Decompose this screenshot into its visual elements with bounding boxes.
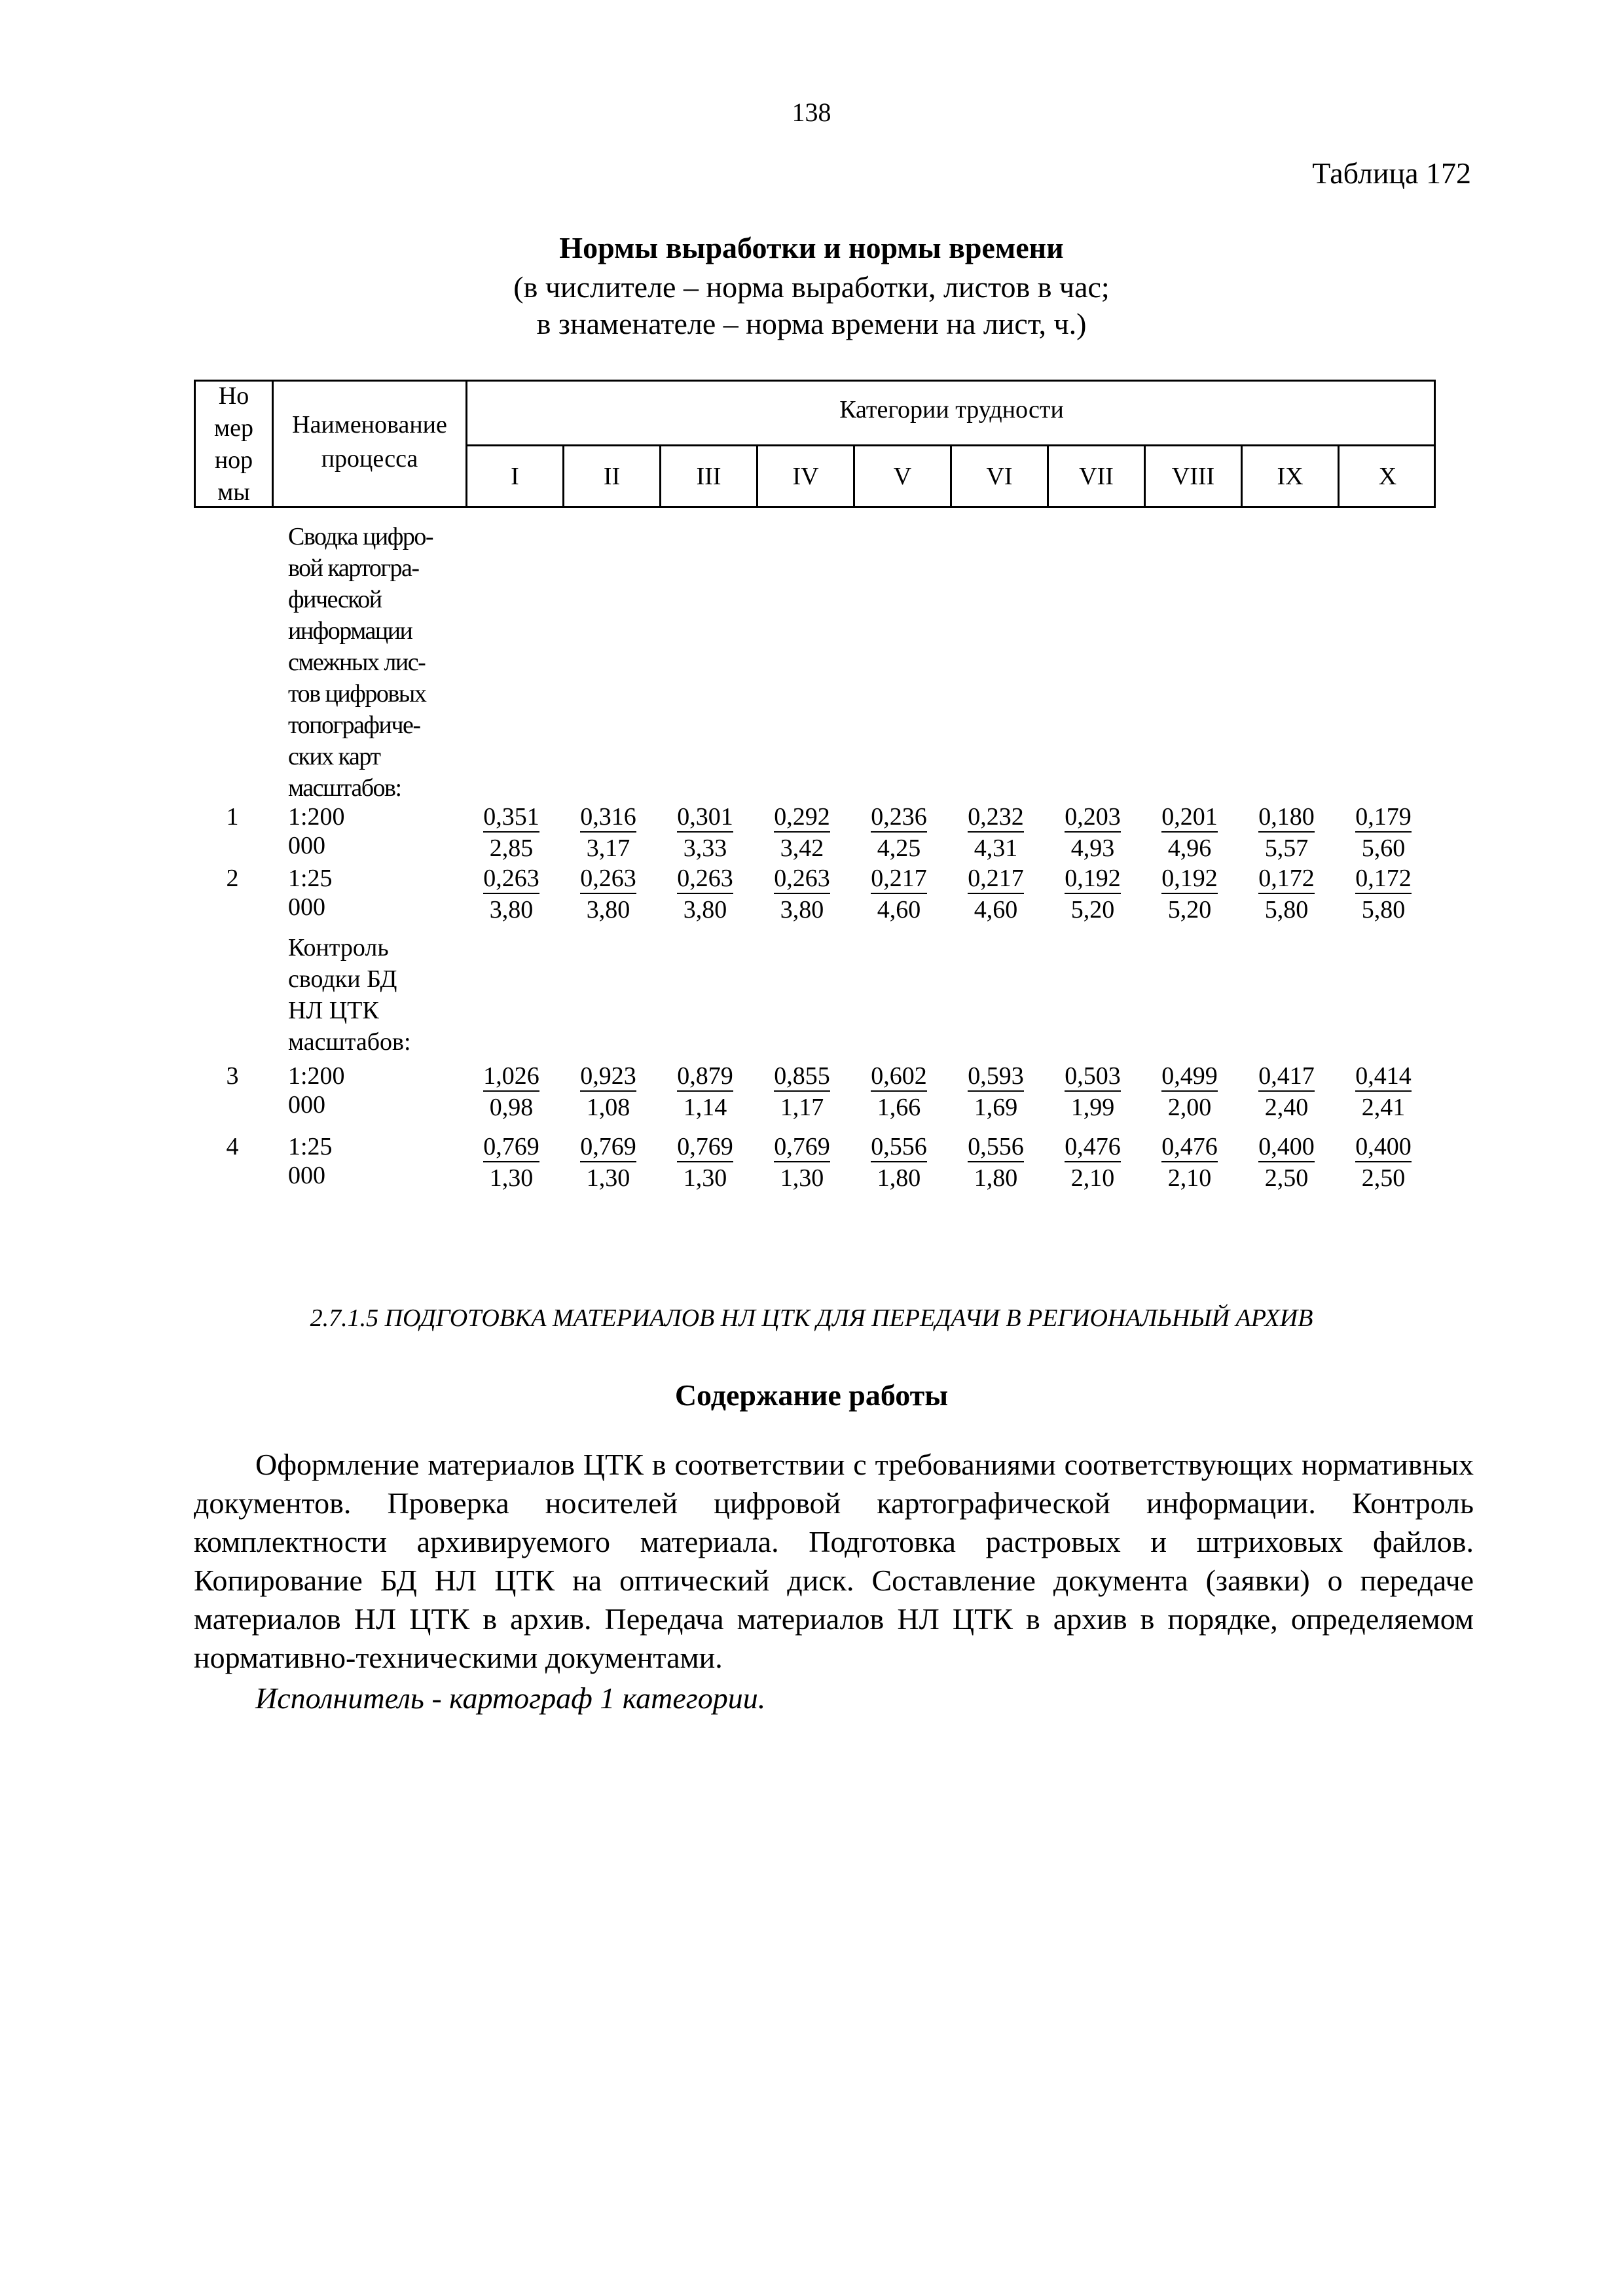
header-number-line: нор xyxy=(214,446,253,474)
output-norm: 0,476 xyxy=(1161,1132,1218,1162)
output-norm: 0,769 xyxy=(580,1132,636,1162)
header-name-line: процесса xyxy=(321,445,418,473)
output-norm: 0,316 xyxy=(580,802,636,833)
output-norm: 0,172 xyxy=(1258,864,1315,894)
output-norm: 0,503 xyxy=(1065,1062,1121,1092)
time-norm: 5,57 xyxy=(1264,834,1309,862)
norm-value-cell xyxy=(1244,863,1329,925)
group-title-line: масштабов: xyxy=(288,774,401,802)
group-title-line: топографиче- xyxy=(288,711,420,739)
row-number: 4 xyxy=(226,1133,239,1160)
group-title-line: масштабов: xyxy=(288,1028,411,1056)
category-header: IX xyxy=(1277,463,1304,490)
time-norm: 5,20 xyxy=(1070,896,1115,924)
norm-value-cell xyxy=(469,863,554,925)
time-norm: 1,30 xyxy=(586,1164,630,1192)
norm-value-cell xyxy=(1341,1060,1426,1123)
output-norm: 0,855 xyxy=(774,1062,830,1092)
output-norm: 0,263 xyxy=(580,864,636,894)
output-norm: 0,263 xyxy=(774,864,830,894)
norm-value-cell xyxy=(663,1060,748,1123)
output-norm: 0,400 xyxy=(1355,1132,1412,1162)
output-norm: 1,026 xyxy=(483,1062,539,1092)
norm-value-cell xyxy=(759,1131,845,1194)
norm-value-cell xyxy=(469,801,554,864)
time-norm: 5,80 xyxy=(1361,896,1406,924)
category-header: V xyxy=(893,463,912,490)
time-norm: 4,60 xyxy=(877,896,921,924)
output-norm: 0,769 xyxy=(677,1132,733,1162)
output-norm: 0,192 xyxy=(1065,864,1121,894)
output-norm: 0,414 xyxy=(1355,1062,1412,1092)
norm-value-cell xyxy=(953,863,1038,925)
category-header: X xyxy=(1378,463,1397,490)
group-title-line: Контроль xyxy=(288,934,389,961)
output-norm: 0,179 xyxy=(1355,802,1412,833)
executor-note: Исполнитель - картограф 1 категории. xyxy=(255,1681,766,1715)
row-number: 3 xyxy=(226,1062,239,1090)
norm-value-cell xyxy=(566,801,651,864)
time-norm: 2,50 xyxy=(1361,1164,1406,1192)
output-norm: 0,417 xyxy=(1258,1062,1315,1092)
table-subtitle-line1: (в числителе – норма выработки, листов в час; xyxy=(513,270,1110,304)
output-norm: 0,301 xyxy=(677,802,733,833)
time-norm: 2,10 xyxy=(1070,1164,1115,1192)
norm-value-cell xyxy=(1244,801,1329,864)
output-norm: 0,192 xyxy=(1161,864,1218,894)
header-name-line: Наименование xyxy=(292,411,447,439)
row-number: 1 xyxy=(226,803,239,831)
time-norm: 1,14 xyxy=(683,1094,727,1121)
norm-value-cell xyxy=(1244,1060,1329,1123)
time-norm: 1,30 xyxy=(489,1164,534,1192)
output-norm: 0,593 xyxy=(968,1062,1024,1092)
time-norm: 0,98 xyxy=(489,1094,534,1121)
group-title-line: информации xyxy=(288,617,412,645)
content-body: Оформление материалов ЦТК в соответствии с требованиями соответствующих нормативных документов. Проверка носителей цифровой картографической информации. Контроль комплектности архивируемого материала. Подготовка растровых и штриховых файлов. Копирование БД НЛ ЦТК на оптический диск. Составление документа (заявки) о передаче материалов НЛ ЦТК в архив. Передача материалов НЛ ЦТК в архив в порядке, определяемом нормативно-техническими документами. xyxy=(194,1448,1474,1674)
time-norm: 2,10 xyxy=(1167,1164,1212,1192)
time-norm: 3,80 xyxy=(586,896,630,924)
time-norm: 3,80 xyxy=(683,896,727,924)
output-norm: 0,351 xyxy=(483,802,539,833)
time-norm: 1,30 xyxy=(780,1164,824,1192)
time-norm: 5,20 xyxy=(1167,896,1212,924)
norm-value-cell xyxy=(1147,801,1232,864)
norm-value-cell xyxy=(1050,1060,1135,1123)
time-norm: 2,85 xyxy=(489,834,534,862)
category-header: VII xyxy=(1079,463,1114,490)
norm-value-cell xyxy=(856,1060,941,1123)
norm-value-cell xyxy=(469,1131,554,1194)
category-header: IV xyxy=(792,463,819,490)
output-norm: 0,769 xyxy=(774,1132,830,1162)
time-norm: 5,80 xyxy=(1264,896,1309,924)
row-scale: 1:200 000 xyxy=(288,803,345,859)
content-heading: Содержание работы xyxy=(674,1378,949,1412)
output-norm: 0,499 xyxy=(1161,1062,1218,1092)
time-norm: 4,25 xyxy=(877,834,921,862)
norm-value-cell xyxy=(1341,1131,1426,1194)
group-title-line: ских карт xyxy=(288,743,380,770)
group-title-line: НЛ ЦТК xyxy=(288,997,379,1024)
group-title-line: вой картогра- xyxy=(288,554,419,582)
time-norm: 2,00 xyxy=(1167,1094,1212,1121)
output-norm: 0,217 xyxy=(968,864,1024,894)
output-norm: 0,476 xyxy=(1065,1132,1121,1162)
norm-value-cell xyxy=(759,801,845,864)
norm-value-cell xyxy=(1050,1131,1135,1194)
output-norm: 0,769 xyxy=(483,1132,539,1162)
norm-value-cell xyxy=(1147,1131,1232,1194)
output-norm: 0,556 xyxy=(968,1132,1024,1162)
time-norm: 3,17 xyxy=(586,834,630,862)
header-number-line: мы xyxy=(217,478,250,506)
norm-value-cell xyxy=(1244,1131,1329,1194)
group-title-line: Сводка цифро- xyxy=(288,523,433,550)
output-norm: 0,172 xyxy=(1355,864,1412,894)
category-header: II xyxy=(603,463,621,490)
section-heading: 2.7.1.5 ПОДГОТОВКА МАТЕРИАЛОВ НЛ ЦТК ДЛЯ ПЕРЕДАЧИ В РЕГИОНАЛЬНЫЙ АРХИВ xyxy=(310,1304,1313,1332)
output-norm: 0,236 xyxy=(871,802,927,833)
output-norm: 0,923 xyxy=(580,1062,636,1092)
norm-value-cell xyxy=(856,863,941,925)
output-norm: 0,232 xyxy=(968,802,1024,833)
time-norm: 1,66 xyxy=(877,1094,921,1121)
table-label: Таблица 172 xyxy=(1312,156,1471,190)
time-norm: 1,80 xyxy=(974,1164,1018,1192)
output-norm: 0,201 xyxy=(1161,802,1218,833)
norm-value-cell xyxy=(663,863,748,925)
norm-value-cell xyxy=(469,1060,554,1123)
time-norm: 2,41 xyxy=(1361,1094,1406,1121)
time-norm: 5,60 xyxy=(1361,834,1406,862)
group-title-digital-summary xyxy=(288,521,465,804)
time-norm: 2,50 xyxy=(1264,1164,1309,1192)
norm-value-cell xyxy=(759,1060,845,1123)
norm-value-cell xyxy=(759,863,845,925)
time-norm: 1,17 xyxy=(780,1094,824,1121)
row-scale: 1:200 000 xyxy=(288,1062,345,1119)
page-number: 138 xyxy=(792,98,831,127)
output-norm: 0,556 xyxy=(871,1132,927,1162)
norm-value-cell xyxy=(566,1060,651,1123)
time-norm: 3,33 xyxy=(683,834,727,862)
output-norm: 0,292 xyxy=(774,802,830,833)
row-scale: 1:25 000 xyxy=(288,1133,333,1189)
norm-value-cell xyxy=(953,1060,1038,1123)
norm-value-cell xyxy=(953,1131,1038,1194)
time-norm: 1,08 xyxy=(586,1094,630,1121)
norm-value-cell xyxy=(856,1131,941,1194)
norm-value-cell xyxy=(1147,863,1232,925)
norm-value-cell xyxy=(566,1131,651,1194)
time-norm: 3,80 xyxy=(489,896,534,924)
time-norm: 2,40 xyxy=(1264,1094,1309,1121)
time-norm: 1,30 xyxy=(683,1164,727,1192)
table-header xyxy=(194,380,1436,508)
output-norm: 0,180 xyxy=(1258,802,1315,833)
output-norm: 0,263 xyxy=(483,864,539,894)
row-scale: 1:25 000 xyxy=(288,865,333,921)
time-norm: 3,42 xyxy=(780,834,824,862)
group-title-line: сводки БД xyxy=(288,965,397,993)
time-norm: 1,80 xyxy=(877,1164,921,1192)
group-title-line: фической xyxy=(288,586,382,613)
group-title-line: тов цифровых xyxy=(288,680,426,708)
row-number: 2 xyxy=(226,865,239,892)
time-norm: 4,31 xyxy=(974,834,1018,862)
output-norm: 0,203 xyxy=(1065,802,1121,833)
category-header: III xyxy=(696,463,721,490)
time-norm: 1,99 xyxy=(1070,1094,1115,1121)
norm-value-cell xyxy=(566,863,651,925)
output-norm: 0,263 xyxy=(677,864,733,894)
table-subtitle-line2: в знаменателе – норма времени на лист, ч.) xyxy=(536,307,1087,340)
norm-value-cell xyxy=(663,1131,748,1194)
norm-value-cell xyxy=(856,801,941,864)
norm-value-cell xyxy=(663,801,748,864)
header-categories-title: Категории трудности xyxy=(839,396,1064,423)
header-number-line: Но xyxy=(218,382,249,410)
output-norm: 0,400 xyxy=(1258,1132,1315,1162)
time-norm: 4,96 xyxy=(1167,834,1212,862)
norm-value-cell xyxy=(1341,863,1426,925)
time-norm: 4,93 xyxy=(1070,834,1115,862)
header-name-column xyxy=(274,408,465,476)
category-header: I xyxy=(511,463,519,490)
norm-value-cell xyxy=(1050,863,1135,925)
group-title-line: смежных лис- xyxy=(288,649,426,676)
table-title: Нормы выработки и нормы времени xyxy=(559,231,1064,264)
norm-value-cell xyxy=(1050,801,1135,864)
time-norm: 4,60 xyxy=(974,896,1018,924)
time-norm: 1,69 xyxy=(974,1094,1018,1121)
time-norm: 3,80 xyxy=(780,896,824,924)
category-header: VI xyxy=(986,463,1013,490)
norm-value-cell xyxy=(1147,1060,1232,1123)
output-norm: 0,217 xyxy=(871,864,927,894)
header-number-column xyxy=(196,380,272,509)
norm-value-cell xyxy=(953,801,1038,864)
group-title-control xyxy=(288,932,465,1058)
category-header: VIII xyxy=(1171,463,1215,490)
output-norm: 0,602 xyxy=(871,1062,927,1092)
norm-value-cell xyxy=(1341,801,1426,864)
header-number-line: мер xyxy=(214,414,253,442)
output-norm: 0,879 xyxy=(677,1062,733,1092)
